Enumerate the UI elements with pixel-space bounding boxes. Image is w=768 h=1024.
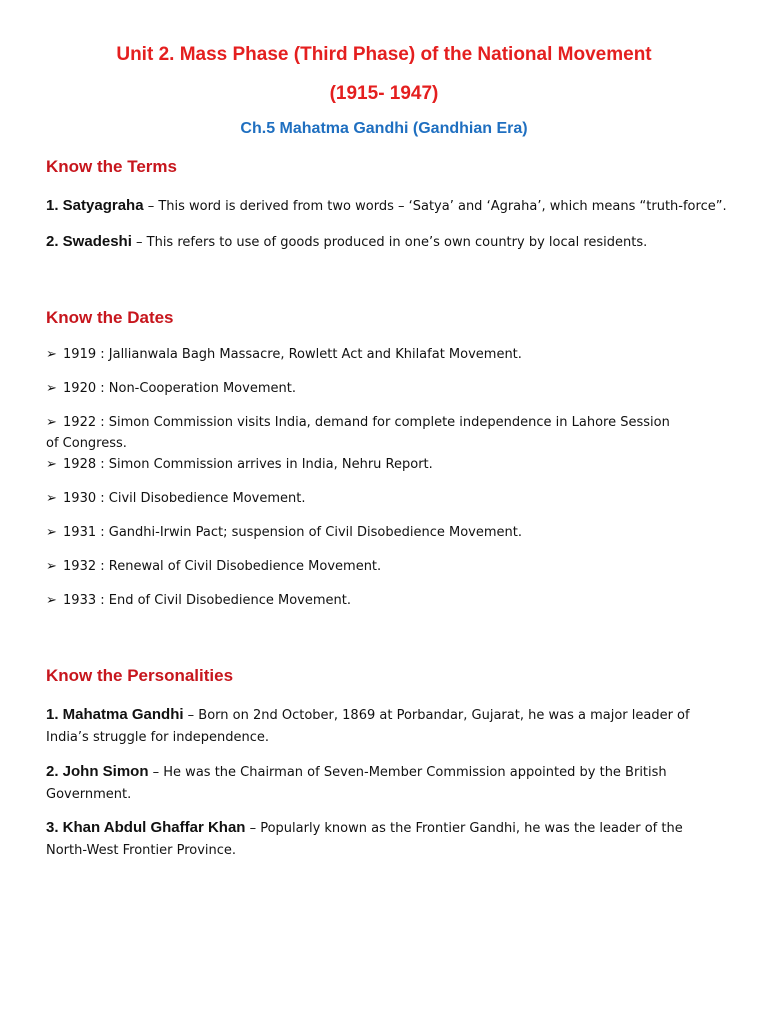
personality-item — [46, 817, 726, 862]
unit-title: Unit 2. Mass Phase (Third Phase) of the National Movement — [116, 44, 652, 65]
personality-description: – Popularly known as the Frontier Gandhi, he was the leader of the North-West Frontier Province. — [46, 821, 683, 858]
personality-description: – He was the Chairman of Seven-Member Commission appointed by the British Government. — [46, 765, 667, 802]
arrow-bullet-icon: ➢ — [46, 415, 57, 430]
date-item — [46, 522, 706, 543]
term-item — [46, 231, 736, 253]
date-text: 1922 : Simon Commission visits India, demand for complete independence in Lahore Session of Congress. — [46, 415, 670, 451]
arrow-bullet-icon: ➢ — [46, 457, 57, 472]
arrow-bullet-icon: ➢ — [46, 381, 57, 396]
term-name: 2. Swadeshi — [46, 233, 132, 250]
unit-years: (1915- 1947) — [329, 83, 439, 104]
personality-item — [46, 704, 726, 749]
personalities-heading: Know the Personalities — [46, 666, 234, 685]
term-definition: – This refers to use of goods produced in one’s own country by local residents. — [131, 235, 648, 250]
personality-item — [46, 761, 726, 806]
date-text: 1931 : Gandhi-Irwin Pact; suspension of Civil Disobedience Movement. — [58, 525, 522, 540]
term-definition: – This word is derived from two words – ‘Satya’ and ‘Agraha’, which means “truth-force”. — [143, 199, 727, 214]
term-item — [46, 195, 736, 217]
date-item — [46, 590, 706, 611]
arrow-bullet-icon: ➢ — [46, 559, 57, 574]
personality-name: 2. John Simon — [46, 763, 149, 780]
date-item — [46, 454, 706, 475]
date-item — [46, 412, 686, 454]
terms-heading: Know the Terms — [46, 157, 177, 176]
date-text: 1919 : Jallianwala Bagh Massacre, Rowlett Act and Khilafat Movement. — [58, 347, 522, 362]
personality-description: – Born on 2nd October, 1869 at Porbandar, Gujarat, he was a major leader of India’s struggle for independence. — [46, 708, 690, 745]
arrow-bullet-icon: ➢ — [46, 525, 57, 540]
date-item — [46, 488, 706, 509]
dates-heading: Know the Dates — [46, 308, 174, 327]
date-text: 1933 : End of Civil Disobedience Movement. — [58, 593, 351, 608]
date-item — [46, 378, 706, 399]
date-item — [46, 344, 706, 365]
date-item — [46, 556, 706, 577]
arrow-bullet-icon: ➢ — [46, 347, 57, 362]
date-text: 1932 : Renewal of Civil Disobedience Movement. — [58, 559, 382, 574]
arrow-bullet-icon: ➢ — [46, 491, 57, 506]
chapter-title: Ch.5 Mahatma Gandhi (Gandhian Era) — [240, 120, 528, 137]
arrow-bullet-icon: ➢ — [46, 593, 57, 608]
date-text: 1928 : Simon Commission arrives in India, Nehru Report. — [58, 457, 433, 472]
date-text: 1920 : Non-Cooperation Movement. — [58, 381, 296, 396]
personality-name: 1. Mahatma Gandhi — [46, 706, 184, 723]
date-text: 1930 : Civil Disobedience Movement. — [58, 491, 306, 506]
term-name: 1. Satyagraha — [46, 197, 144, 214]
personality-name: 3. Khan Abdul Ghaffar Khan — [46, 819, 246, 836]
